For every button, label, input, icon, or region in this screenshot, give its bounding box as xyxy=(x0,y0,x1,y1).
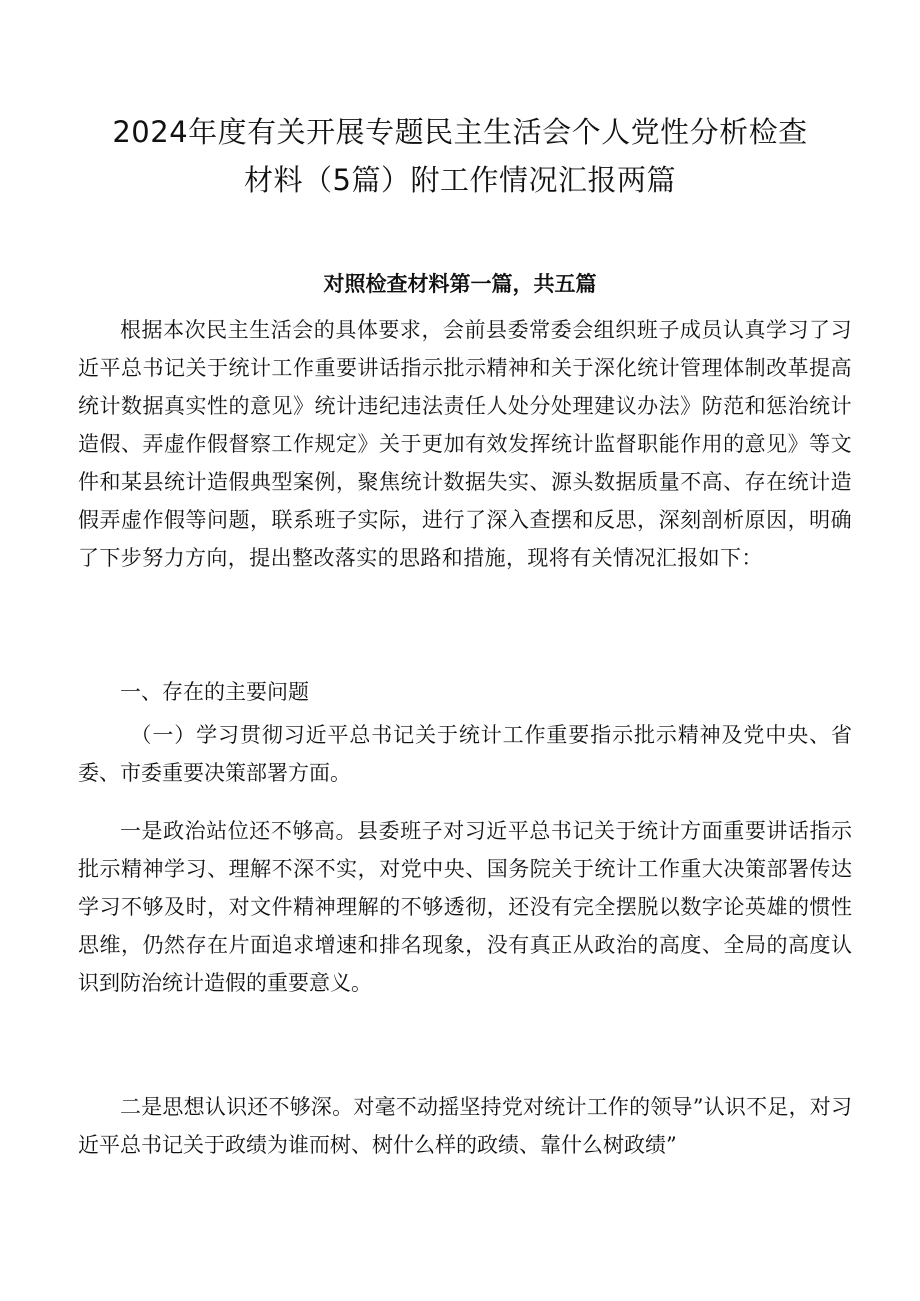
section-heading: 对照检查材料第一篇，共五篇 xyxy=(323,272,597,296)
point-one-paragraph: 一是政治站位还不够高。县委班子对习近平总书记关于统计方面重要讲话指示批示精神学习、理解不深不实，对党中央、国务院关于统计工作重大决策部署传达学习不够及时，对文件精神理解的不够透彻，还没有完全摆脱以数字论英雄的惯性思维，仍然存在片面追求增速和排名现象，没有真正从政治的高度、全局的高度认识到防治统计造假的重要意义。 xyxy=(78,819,852,995)
document-title-line-1: 2024年度有关开展专题民主生活会个人党性分析检查 xyxy=(112,115,808,149)
problems-heading: 一、存在的主要问题 xyxy=(120,680,309,704)
intro-paragraph: 根据本次民主生活会的具体要求，会前县委常委会组织班子成员认真学习了习近平总书记关于统计工作重要讲话指示批示精神和关于深化统计管理体制改革提高统计数据真实性的意见》统计违纪违法责任人处分处理建议办法》防范和惩治统计造假、弄虚作假督察工作规定》关于更加有效发挥统计监督职能作用的意见》等文件和某县统计造假典型案例，聚焦统计数据失实、源头数据质量不高、存在统计造假弄虚作假等问题，联系班子实际，进行了深入查摆和反思，深刻剖析原因，明确了下步努力方向，提出整改落实的思路和措施，现将有关情况汇报如下： xyxy=(78,318,852,570)
point-two-paragraph: 二是思想认识还不够深。对毫不动摇坚持党对统计工作的领导”认识不足，对习近平总书记关于政绩为谁而树、树什么样的政绩、靠什么树政绩” xyxy=(78,1095,852,1157)
subsection-heading: （一）学习贯彻习近平总书记关于统计工作重要指示批示精神及党中央、省委、市委重要决策部署方面。 xyxy=(78,723,852,785)
document-title-line-2: 材料（5篇）附工作情况汇报两篇 xyxy=(244,163,676,197)
